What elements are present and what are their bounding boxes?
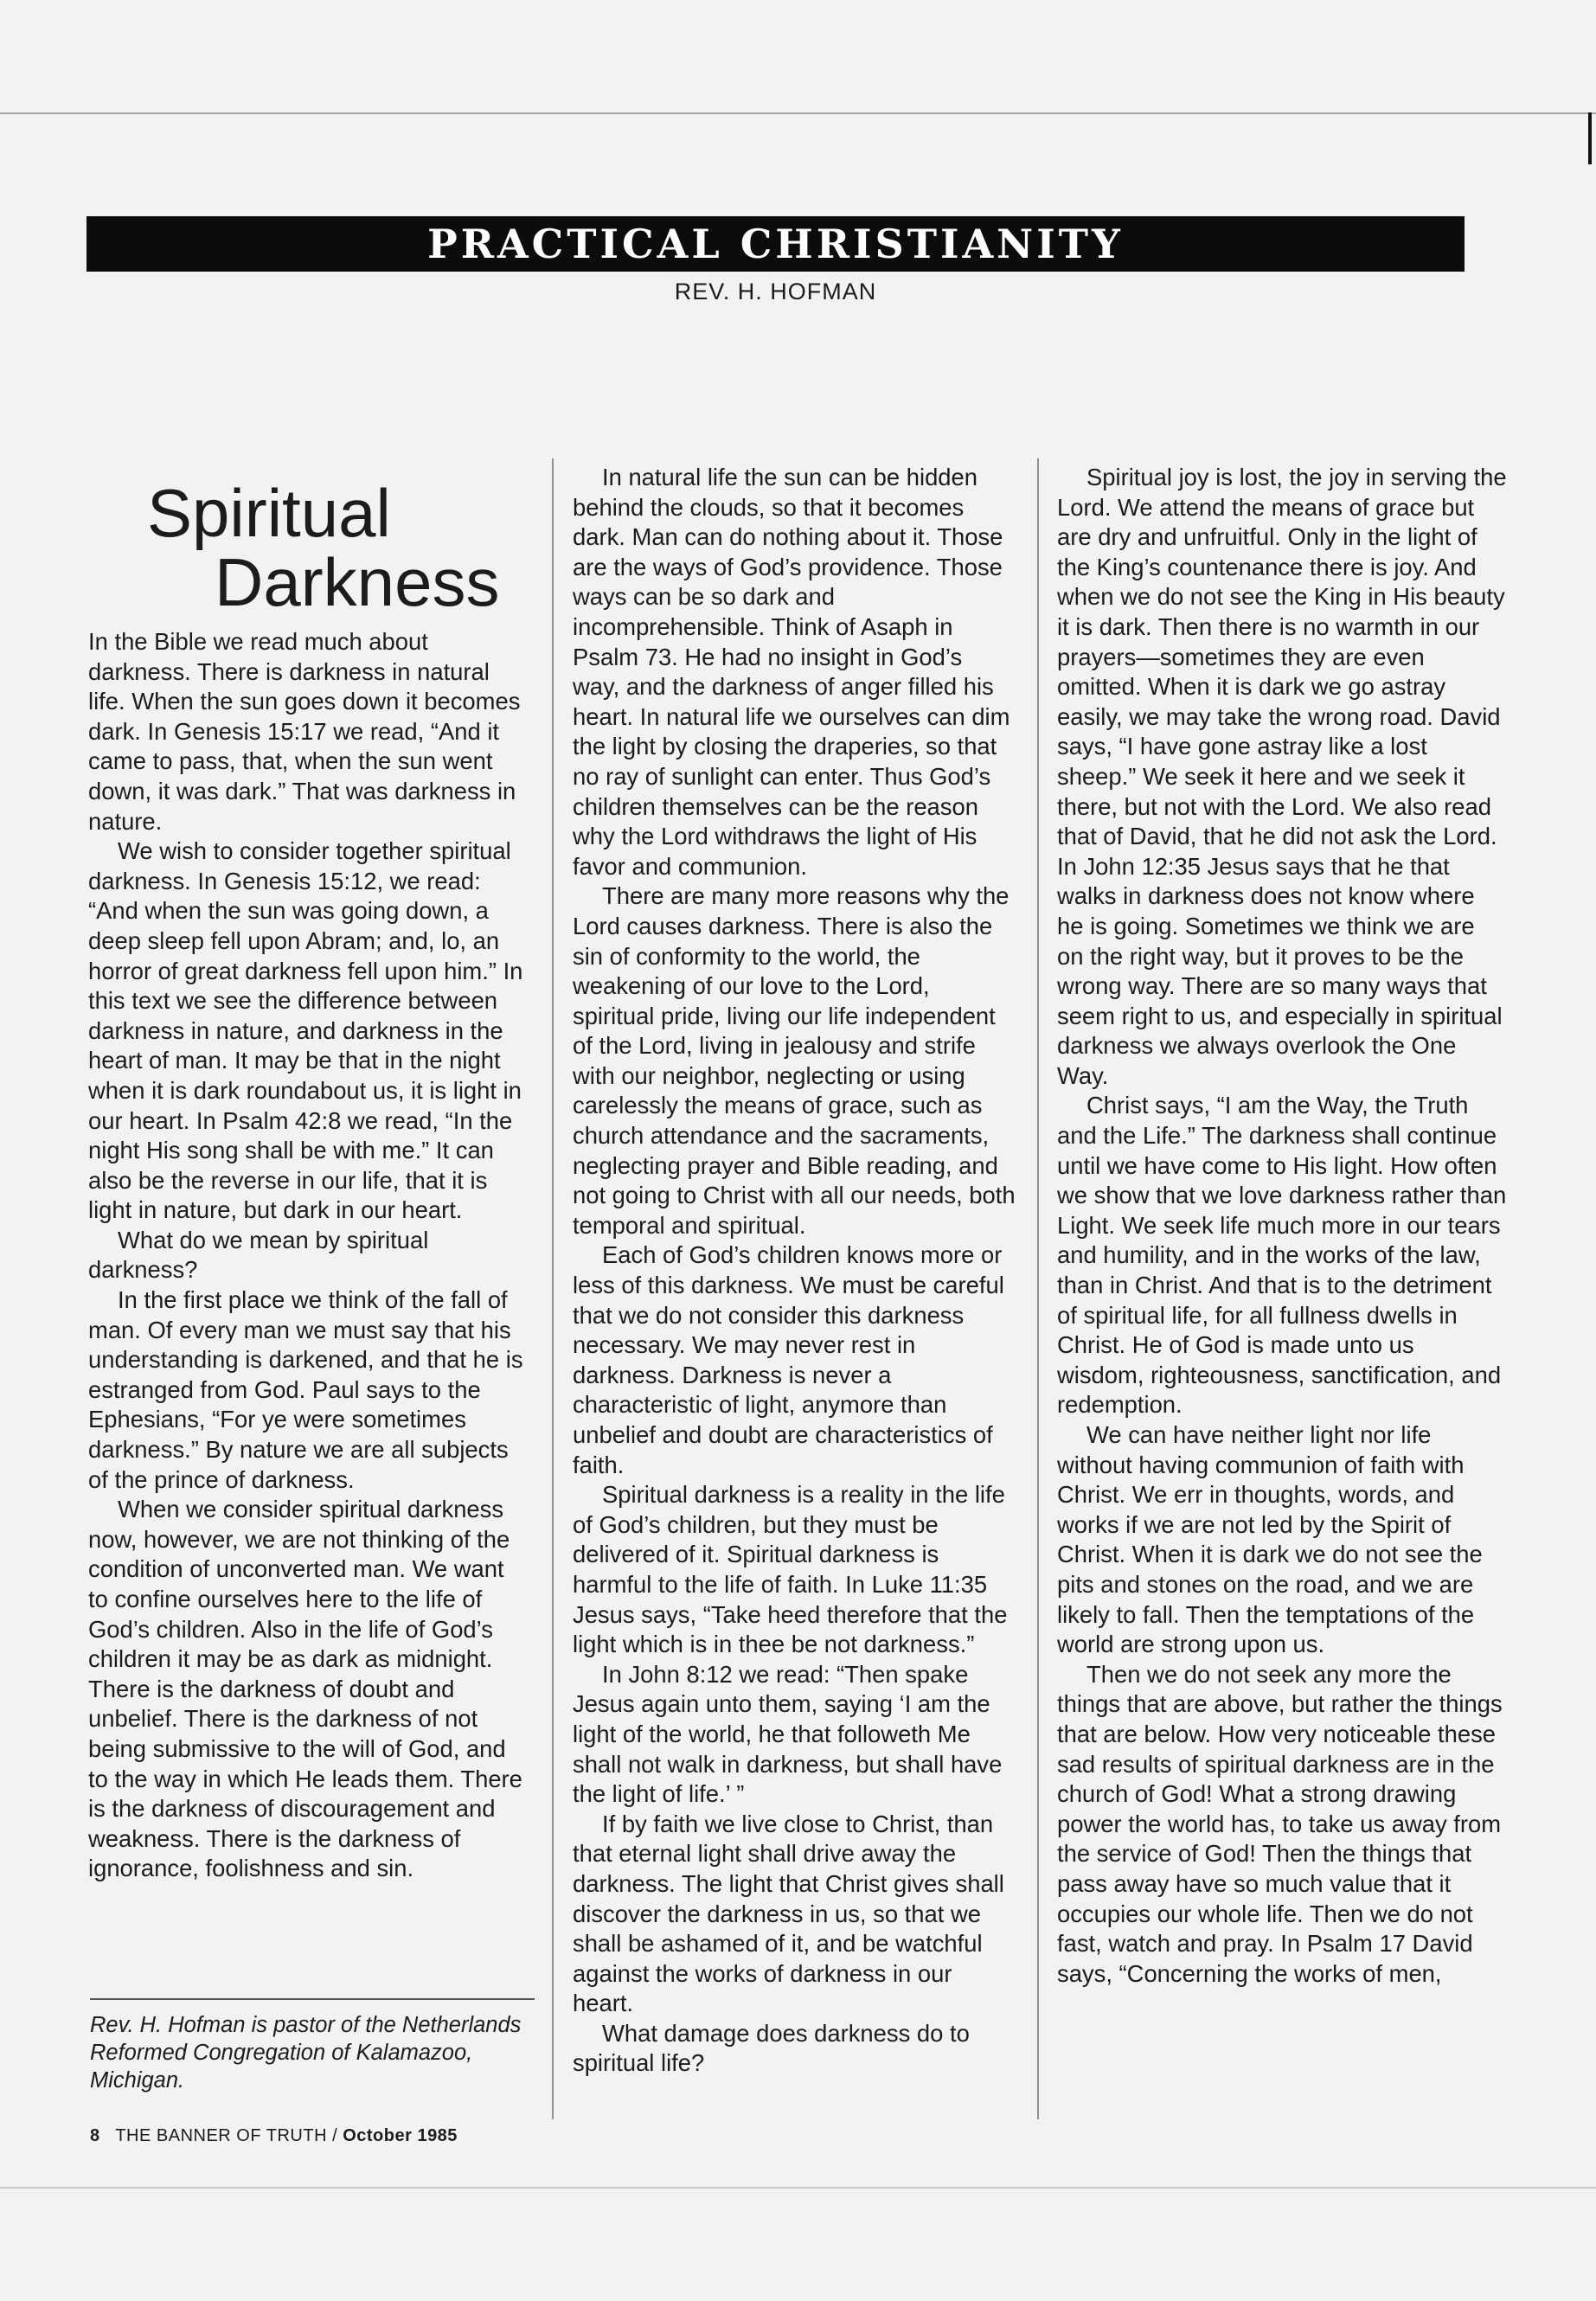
paragraph: What do we mean by spiritual darkness? xyxy=(88,1226,429,1284)
page-edge-mark xyxy=(1588,112,1592,164)
paragraph: Each of God’s children knows more or less of this darkness. We must be careful that we do not consider this darkness necessary. We may never rest in darkness. Darkness is never a characteristic of light, anymore than unbelief and doubt are characteristics of faith. xyxy=(573,1241,1004,1478)
publication-name: THE BANNER OF TRUTH / xyxy=(115,2126,338,2145)
paragraph: Christ says, “I am the Way, the Truth and the Life.” The darkness shall continue until we have come to His light. How often we show that we love darkness rather than Light. We seek life much more in our tears and humility, and in the works of the law, than in Christ. And that is to the detriment of spiritual life, for all fullness dwells in Christ. He of God is made unto us wisdom, righteousness, sanctification, and redemption. xyxy=(1057,1092,1507,1419)
issue-date: October 1985 xyxy=(343,2126,458,2145)
paragraph: In John 8:12 we read: “Then spake Jesus again unto them, saying ‘I am the light of the world, he that followeth Me shall not walk in darkness, but shall have the light of life.’ ” xyxy=(573,1660,1003,1808)
bottom-rule xyxy=(0,2187,1596,2189)
paragraph: Spiritual joy is lost, the joy in serving the Lord. We attend the means of grace but are dry and unfruitful. Only in the light of the King’s countenance there is joy. And when we do not see the King in His beauty it is dark. Then there is no warmth in our prayers—sometimes they are even omitted. When it is dark we go astray easily, we may take the wrong road. David says, “I have gone astray like a lost sheep.” We seek it here and we seek it there, but not with the Lord. We also read that of David, that he did not ask the Lord. In John 12:35 Jesus says that he that walks in darkness does not know where he is going. Sometimes we think we are on the right way, but it proves to be the wrong way. There are so many ways that seem right to us, and especially in spiritual darkness we always overlook the One Way. xyxy=(1057,464,1507,1089)
column-1 xyxy=(88,627,529,1884)
note-divider xyxy=(90,1998,535,2000)
title-line-2: Darkness xyxy=(215,544,500,620)
paragraph: Then we do not seek any more the things that are above, but rather the things that are below. How very noticeable these sad results of spiritual darkness are in the church of God! What a strong drawing power the world has, to take us away from the service of God! Then the things that pass away have so much value that it occupies our whole life. Then we do not fast, watch and pray. In Psalm 17 David says, “Concerning the works of men, xyxy=(1057,1660,1503,1987)
author-note: Rev. H. Hofman is pastor of the Netherlands Reformed Congregation of Kalamazoo, Michigan. xyxy=(90,2013,522,2093)
column-divider xyxy=(552,458,554,2119)
paragraph: In natural life the sun can be hidden behind the clouds, so that it becomes dark. Man can do nothing about it. Those are the ways of God’s providence. Those ways can be so dark and incomprehensible. Think of Asaph in Psalm 73. He had no insight in God’s way, and the darkness of anger filled his heart. In natural life we ourselves can dim the light by closing the draperies, so that no ray of sunlight can enter. Thus God’s children themselves can be the reason why the Lord withdraws the light of His favor and communion. xyxy=(573,464,1010,880)
paragraph: Spiritual darkness is a reality in the life of God’s children, but they must be delivered of it. Spiritual darkness is harmful to the life of faith. In Luke 11:35 Jesus says, “Take heed therefore that the light which is in thee be not darkness.” xyxy=(573,1481,1008,1658)
paragraph: There are many more reasons why the Lord causes darkness. There is also the sin of conformity to the world, the weakening of our love to the Lord, spiritual pride, living our life independent of the Lord, living in jealousy and strife with our neighbor, neglecting or using carelessly the means of grace, such as church attendance and the sacraments, neglecting prayer and Bible reading, and not going to Christ with all our needs, both temporal and spiritual. xyxy=(573,882,1016,1239)
column-2 xyxy=(573,463,1016,2079)
page-number: 8 xyxy=(90,2126,100,2145)
paragraph: If by faith we live close to Christ, than that eternal light shall drive away the darkness. The light that Christ gives shall discover the darkness in us, so that we shall be ashamed of it, and be watchful against the works of darkness in our heart. xyxy=(573,1810,1004,2017)
column-3 xyxy=(1057,463,1507,1989)
section-banner: PRACTICAL CHRISTIANITY xyxy=(87,216,1465,272)
column-divider xyxy=(1037,458,1039,2119)
paragraph: In the Bible we read much about darkness. There is darkness in natural life. When the sun goes down it becomes dark. In Genesis 15:17 we read, “And it came to pass, that, when the sun went down, it was dark.” That was darkness in nature. xyxy=(88,628,521,835)
paragraph: We can have neither light nor life without having communion of faith with Christ. We err in thoughts, words, and works if we are not led by the Spirit of Christ. When it is dark we do not see the pits and stones on the road, and we are likely to fall. Then the temptations of the world are strong upon us. xyxy=(1057,1421,1483,1658)
article-title xyxy=(87,467,554,640)
paragraph: In the first place we think of the fall of man. Of every man we must say that his understanding is darkened, and that he is estranged from God. Paul says to the Ephesians, “For ye were sometimes darkness.” By nature we are all subjects of the prince of darkness. xyxy=(88,1286,523,1493)
title-line-1: Spiritual xyxy=(147,475,391,551)
top-rule xyxy=(0,112,1596,114)
page-footer xyxy=(90,2126,458,2146)
paragraph: We wish to consider together spiritual darkness. In Genesis 15:12, we read: “And when the sun was going down, a deep sleep fell upon Abram; and, lo, an horror of great darkness fell upon him.” In this text we see the difference between darkness in nature, and darkness in the heart of man. It may be that in the night when it is dark roundabout us, it is light in our heart. In Psalm 42:8 we read, “In the night His song shall be with me.” It can also be the reverse in our life, that it is light in nature, but dark in our heart. xyxy=(88,837,523,1224)
paragraph: What damage does darkness do to spiritual life? xyxy=(573,2019,970,2077)
byline: REV. H. HOFMAN xyxy=(674,279,877,304)
paragraph: When we consider spiritual darkness now, however, we are not thinking of the condition of unconverted man. We want to confine ourselves here to the life of God’s children. Also in the life of God’s children it may be as dark as midnight. There is the darkness of doubt and unbelief. There is the darkness of not being submissive to the will of God, and to the way in which He leads them. There is the darkness of discouragement and weakness. There is the darkness of ignorance, foolishness and sin. xyxy=(88,1496,522,1882)
